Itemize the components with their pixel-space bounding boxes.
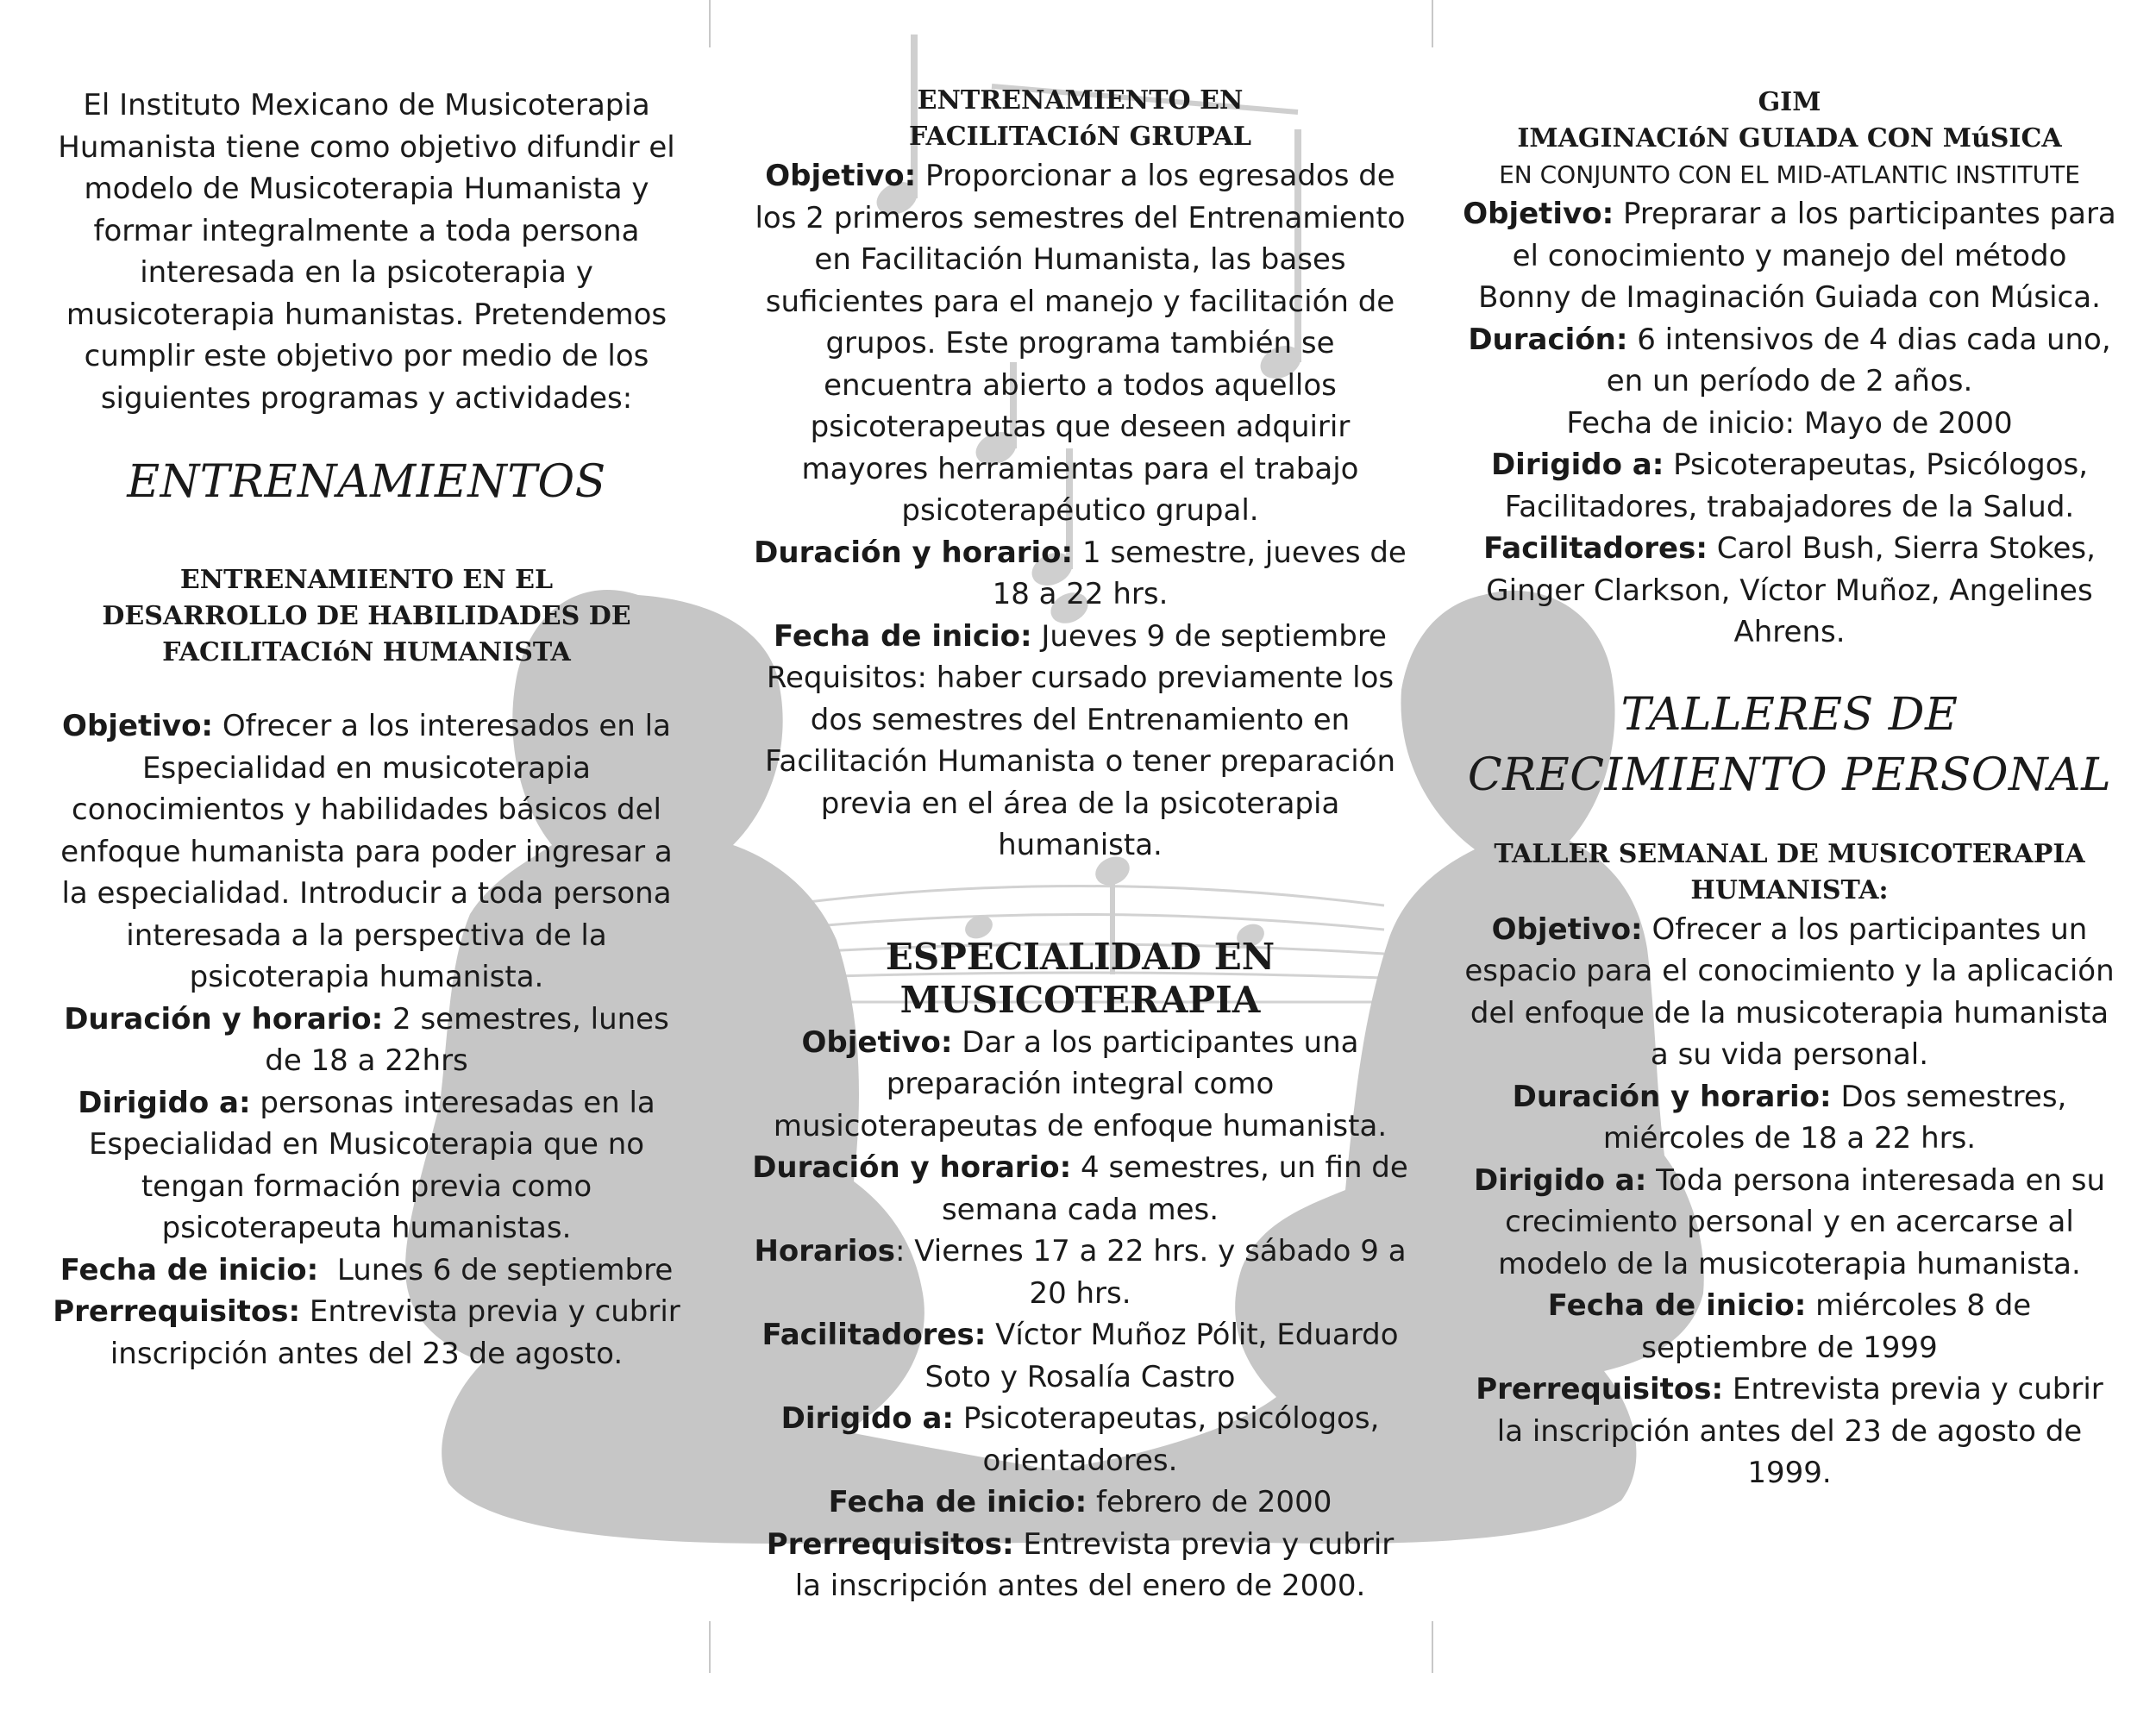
grupal-fecha-label: Fecha de inicio: [774,618,1032,654]
gim-facilitadores-text: Carol Bush, Sierra Stokes, Ginger Clarkson, Víctor Muñoz, Angelines Ahrens. [1486,531,2096,649]
objetivo-text: Ofrecer a los interesados en la Especialidad en musicoterapia conocimientos y habilidades básicos del enfoque humanista para poder ingresar a la especialidad. Introducir a toda persona interesada a la perspectiva de la psicoterapia humanista. [60,709,673,994]
especialidad-title-line-1: ESPECIALIDAD EN [885,935,1275,978]
duracion-paragraph [52,999,681,1082]
prerreq-label: Prerrequisitos: [53,1294,301,1329]
objetivo-label: Objetivo: [62,709,214,743]
taller-prerreq-text: Entrevista previa y cubrir la inscripción antes del 23 de agosto de 1999. [1496,1372,2103,1490]
esp-facilitadores-text: Víctor Muñoz Pólit, Eduardo Soto y Rosalía Castro [924,1318,1399,1394]
grupal-objetivo-label: Objetivo: [765,159,917,193]
center-column [750,83,1410,1607]
esp-fecha-label: Fecha de inicio: [828,1485,1087,1519]
gim-duracion-paragraph [1462,319,2117,403]
taller-duracion-label: Duración y horario: [1512,1079,1832,1114]
grupal-duracion-paragraph [750,532,1410,616]
esp-fecha-paragraph [750,1481,1410,1524]
esp-facilitadores-label: Facilitadores: [761,1318,987,1352]
duracion-text: 2 semestres, lunes de 18 a 22hrs [265,1001,669,1078]
dirigido-label: Dirigido a: [78,1085,251,1120]
gim-facilitadores-paragraph [1462,528,2117,654]
taller-title-line-1: TALLER SEMANAL DE MUSICOTERAPIA [1494,838,2085,869]
gim-objetivo-label: Objetivo: [1463,197,1614,231]
fecha-text: Lunes 6 de septiembre [336,1252,674,1287]
prerreq-text: Entrevista previa y cubrir inscripción antes del 23 de agosto. [110,1294,680,1371]
gim-objetivo-text: Preprarar a los participantes para el conocimiento y manejo del método Bonny de Imaginación Guiada con Música. [1478,197,2116,315]
program-title-line-3: FACILITACIóN HUMANISTA [162,637,571,667]
gim-facilitadores-label: Facilitadores: [1483,531,1708,566]
esp-prerreq-label: Prerrequisitos: [766,1526,1014,1562]
taller-objetivo-paragraph [1462,909,2117,1076]
esp-fecha-text: febrero de 2000 [1096,1485,1332,1519]
esp-objetivo-label: Objetivo: [801,1024,953,1060]
esp-duracion-text: 4 semestres, un fin de semana cada mes. [941,1150,1408,1227]
dirigido-paragraph [52,1082,681,1250]
intro-paragraph: El Instituto Mexicano de Musicoterapia Humanista tiene como objetivo difundir el modelo de Musicoterapia Humanista y formar integralmente a toda persona interesada en la psicoterapia y musicoterapia humanistas. Pretendemos cumplir este objetivo por medio de los siguientes programas y actividades: [58,88,675,416]
taller-duracion-paragraph [1462,1076,2117,1160]
taller-fecha-label: Fecha de inicio: [1547,1288,1807,1323]
grupal-title-line-1: ENTRENAMIENTO EN [917,85,1244,116]
esp-horarios-text: : Viernes 17 a 22 hrs. y sábado 9 a 20 hrs. [895,1234,1407,1311]
esp-horarios-label: Horarios [754,1234,896,1268]
grupal-objetivo-text: Proporcionar a los egresados de los 2 primeros semestres del Entrenamiento en Facilitación Humanista, las bases suficientes para el manejo y facilitación de grupos. Este programa también se encuentra abierto a todos aquellos psicoterapeutas que deseen adquirir mayores herramientas para el trabajo psicoterapéutico grupal. [755,159,1406,528]
gim-dirigido-text: Psicoterapeutas, Psicólogos, Facilitadores, trabajadores de la Salud. [1504,448,2089,524]
program-title-line-1: ENTRENAMIENTO EN EL [179,565,554,595]
gim-duracion-text: 6 intensivos de 4 dias cada uno, en un período de 2 años. [1606,322,2111,398]
taller-prerreq-paragraph [1462,1369,2117,1494]
especialidad-title-line-2: MUSICOTERAPIA [899,978,1261,1021]
esp-horarios-paragraph [750,1231,1410,1314]
esp-dirigido-text: Psicoterapeutas, psicólogos, orientadores. [962,1401,1380,1478]
gim-objetivo-paragraph [1462,193,2117,319]
prerreq-paragraph [52,1291,681,1375]
esp-prerreq-paragraph [750,1524,1410,1607]
section-title-talleres-line-2: CRECIMIENTO PERSONAL [1467,749,2112,801]
taller-fecha-paragraph [1462,1285,2117,1369]
esp-dirigido-label: Dirigido a: [780,1401,954,1436]
gim-dirigido-label: Dirigido a: [1490,448,1664,482]
taller-objetivo-label: Objetivo: [1491,911,1643,947]
esp-objetivo-text: Dar a los participantes una preparación integral como musicoterapeutas de enfoque humanista. [773,1024,1388,1143]
taller-dirigido-text: Toda persona interesada en su crecimiento personal y en acercarse al modelo de la musicoterapia humanista. [1498,1162,2106,1281]
section-title-entrenamientos: ENTRENAMIENTOS [127,456,606,508]
duracion-label: Duración y horario: [64,1001,384,1037]
right-column [1462,85,2117,1494]
gim-duracion-label: Duración: [1468,322,1628,357]
dirigido-text: personas interesadas en la Especialidad en Musicoterapia que no tengan formación previa como psicoterapeuta humanistas. [88,1085,655,1245]
esp-facilitadores-paragraph [750,1314,1410,1398]
taller-prerreq-label: Prerrequisitos: [1476,1372,1724,1406]
objetivo-paragraph [52,705,681,999]
taller-fecha-text: miércoles 8 de septiembre de 1999 [1641,1288,2032,1365]
section-title-talleres-line-1: TALLERES DE [1620,688,1959,741]
gim-partner: EN CONJUNTO CON EL MID-ATLANTIC INSTITUTE [1499,160,2080,189]
left-column [52,85,681,1375]
taller-objetivo-text: Ofrecer a los participantes un espacio para el conocimiento y la aplicación del enfoque de la musicoterapia humanista a su vida personal. [1464,911,2115,1072]
fecha-paragraph [52,1250,681,1292]
esp-objetivo-paragraph [750,1022,1410,1148]
taller-duracion-text: Dos semestres, miércoles de 18 a 22 hrs. [1602,1079,2067,1156]
taller-title-line-2: HUMANISTA: [1690,874,1889,905]
grupal-fecha-paragraph [750,616,1410,658]
gim-dirigido-paragraph [1462,444,2117,528]
gim-title: GIM [1758,87,1821,117]
esp-dirigido-paragraph [750,1398,1410,1481]
taller-dirigido-paragraph [1462,1160,2117,1286]
grupal-requisitos-paragraph: Requisitos: haber cursado previamente los dos semestres del Entrenamiento en Facilitación Humanista o tener preparación previa en el área de la psicoterapia humanista. [764,661,1396,862]
grupal-title-line-2: FACILITACIóN GRUPAL [908,122,1252,152]
gim-fecha-paragraph: Fecha de inicio: Mayo de 2000 [1566,405,2013,441]
gim-subtitle: IMAGINACIóN GUIADA CON MúSICA [1517,123,2062,153]
taller-dirigido-label: Dirigido a: [1473,1162,1647,1198]
grupal-duracion-label: Duración y horario: [754,535,1074,570]
grupal-duracion-text: 1 semestre, jueves de 18 a 22 hrs. [992,535,1407,611]
fecha-label: Fecha de inicio: [60,1252,319,1287]
program-title-line-2: DESARROLLO DE HABILIDADES DE [102,601,631,631]
grupal-fecha-text: Jueves 9 de septiembre [1041,618,1387,654]
esp-duracion-paragraph [750,1147,1410,1231]
esp-duracion-label: Duración y horario: [752,1150,1072,1185]
esp-prerreq-text: Entrevista previa y cubrir la inscripción antes del enero de 2000. [794,1526,1395,1603]
grupal-objetivo-paragraph [750,155,1410,532]
